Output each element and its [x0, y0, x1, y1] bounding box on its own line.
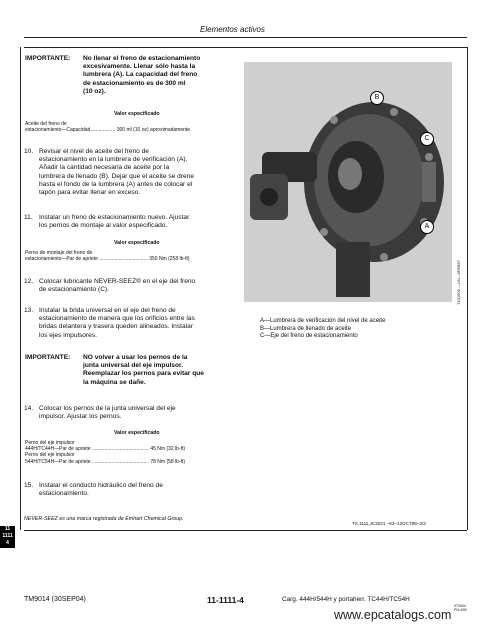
- important-label: IMPORTANTE:: [25, 55, 71, 62]
- step-11-text: Instalar un freno de estacionamiento nuevo. Ajustar los pernos de montaje al valor especificado.: [39, 214, 190, 230]
- footer-small-code: 073004 PN=000: [454, 604, 467, 612]
- step-number: 13.: [24, 307, 34, 314]
- frame-top-rule: [24, 47, 467, 48]
- spec-title: Valor especificado: [114, 430, 160, 436]
- step-13-text: Instalar la brida universal en el eje del freno de estacionamiento de manera que los orificios entre las bridas delantera y trasera queden alineados. Instalar los ejes impulsores.: [39, 307, 195, 339]
- step-number: 11.: [24, 214, 33, 221]
- callout-b: B: [370, 91, 384, 105]
- frame-bottom-rule: [24, 530, 467, 531]
- frame-right-rule: [467, 47, 468, 530]
- figure-legend: A—Lumbrera de verificación del nivel de aceite B—Lumbrera de llenado de aceite C—Eje del freno de estacionamiento: [260, 318, 386, 340]
- frame-left-rule: [20, 47, 21, 530]
- watermark-link[interactable]: www.epcatalogs.com: [334, 608, 452, 622]
- parking-brake-photo: [244, 62, 452, 302]
- step-12-text: Colocar lubricante NEVER-SEEZ® en el eje del freno de estacionamiento (C).: [39, 278, 196, 294]
- spec-driveshaft-bolt-torque: Perno del eje impulsor 444H/TC44H—Par de apriete ......................................... 45 Nm (32 lb-ft) Perno del eje impulsor 544H/TC54H—Par de apriete ......................................... 78 Nm (58 lb-ft): [25, 440, 186, 465]
- callout-a: A: [420, 220, 434, 234]
- spec-title: Valor especificado: [114, 111, 160, 117]
- step-number: 12.: [24, 278, 34, 285]
- important-note-2: NO volver a usar los pernos de la junta universal del eje impulsor. Reemplazar los pernos para evitar que la máquina se dañe.: [83, 354, 204, 386]
- important-note-1: No llenar el freno de estacionamiento excesivamente. Llenar sólo hasta la lumbrera (A). La capacidad del freno de estacionamiento es de 300 ml (10 oz).: [83, 55, 201, 95]
- figure-code: T101605 —UN—9FEB97: [456, 259, 461, 305]
- spec-oil-capacity: Aceite del freno de estacionamiento—Capacidad.................. 300 ml (10 oz) aproximadamente: [25, 121, 191, 134]
- footer-title: Carg. 444H/544H y portaherr. TC44H/TC54H: [282, 596, 410, 603]
- footer-manual-code: TM9014 (30SEP04): [24, 596, 86, 603]
- step-number: 15.: [24, 482, 34, 489]
- callout-c: C: [420, 132, 434, 146]
- step-number: 14.: [24, 405, 34, 412]
- page-header-title: Elementos activos: [200, 25, 265, 34]
- step-number: 10.: [24, 148, 34, 155]
- step-14-text: Colocar los pernos de la junta universal del eje impulsor. Ajustar los pernos.: [39, 405, 176, 421]
- header-rule: [24, 37, 467, 38]
- reference-code: TX,1111,JC2021 –63–12OCT98–3/3: [352, 521, 426, 526]
- footer-page-number: 11-1111-4: [207, 595, 244, 605]
- section-side-tab: 11 1111 4: [0, 526, 15, 548]
- step-15-text: Instalar el conducto hidráulico del freno de estacionamiento.: [39, 482, 163, 498]
- spec-title: Valor especificado: [114, 240, 160, 246]
- trademark-note: NEVER-SEEZ es una marca registrada de Emhart Chemical Group.: [24, 516, 184, 522]
- important-label: IMPORTANTE:: [25, 354, 71, 361]
- spec-mount-bolt-torque: Perno de montaje del freno de estacionamiento—Par de apriete ................................... 350 Nm (258 lb-ft): [25, 250, 190, 263]
- step-10-text: Revisar el nivel de aceite del freno de estacionamiento en la lumbrera de verificación (A). Añadir la cantidad necesaria de aceite por la lumbrera de llenado (B). Dejar que el aceite se drene hasta el fondo de la lumbrera (A) antes de colocar el tapón para evitar llenar en exceso.: [39, 148, 195, 197]
